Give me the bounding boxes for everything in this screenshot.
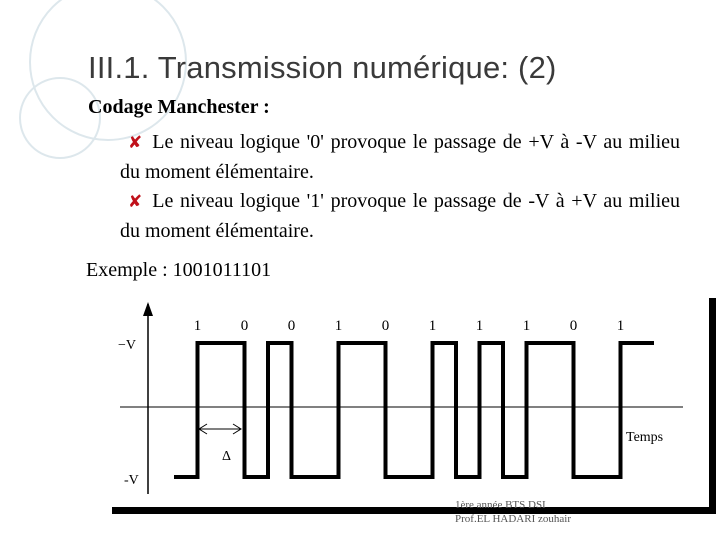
- level-label-top: −V: [118, 338, 137, 353]
- bit-label: 0: [240, 318, 249, 334]
- bit-label: 1: [475, 318, 484, 334]
- bullet-item: [120, 187, 680, 246]
- cross-icon: ✘: [128, 133, 143, 153]
- cross-icon: ✘: [128, 192, 143, 212]
- bullet-list: [120, 128, 680, 246]
- section-subtitle: Codage Manchester :: [88, 96, 270, 118]
- slide-title: III.1. Transmission numérique: (2): [88, 50, 557, 85]
- bit-label: 1: [616, 318, 625, 334]
- bit-label: 0: [287, 318, 296, 334]
- bit-label: 1: [334, 318, 343, 334]
- bit-label: 0: [381, 318, 390, 334]
- bullet-text: Le niveau logique '0' provoque le passage de +V à -V au milieu du moment élémentaire.: [120, 131, 680, 183]
- bullet-item: [120, 128, 680, 187]
- manchester-diagram: [108, 294, 720, 516]
- time-label: Temps: [626, 430, 664, 445]
- bit-label: 1: [193, 318, 202, 334]
- footer-line-1: 1ère année BTS DSI: [455, 499, 546, 511]
- delta-label: Δ: [222, 449, 232, 464]
- example-label: Exemple : 1001011101: [86, 259, 272, 281]
- bit-label: 1: [428, 318, 437, 334]
- footer-line-2: Prof.EL HADARI zouhair: [455, 513, 571, 525]
- bullet-text: Le niveau logique '1' provoque le passage de -V à +V au milieu du moment élémentaire.: [120, 190, 680, 242]
- level-label-bottom: -V: [124, 473, 139, 488]
- footer: [455, 498, 571, 526]
- bit-label: 0: [569, 318, 578, 334]
- bit-label: 1: [522, 318, 531, 334]
